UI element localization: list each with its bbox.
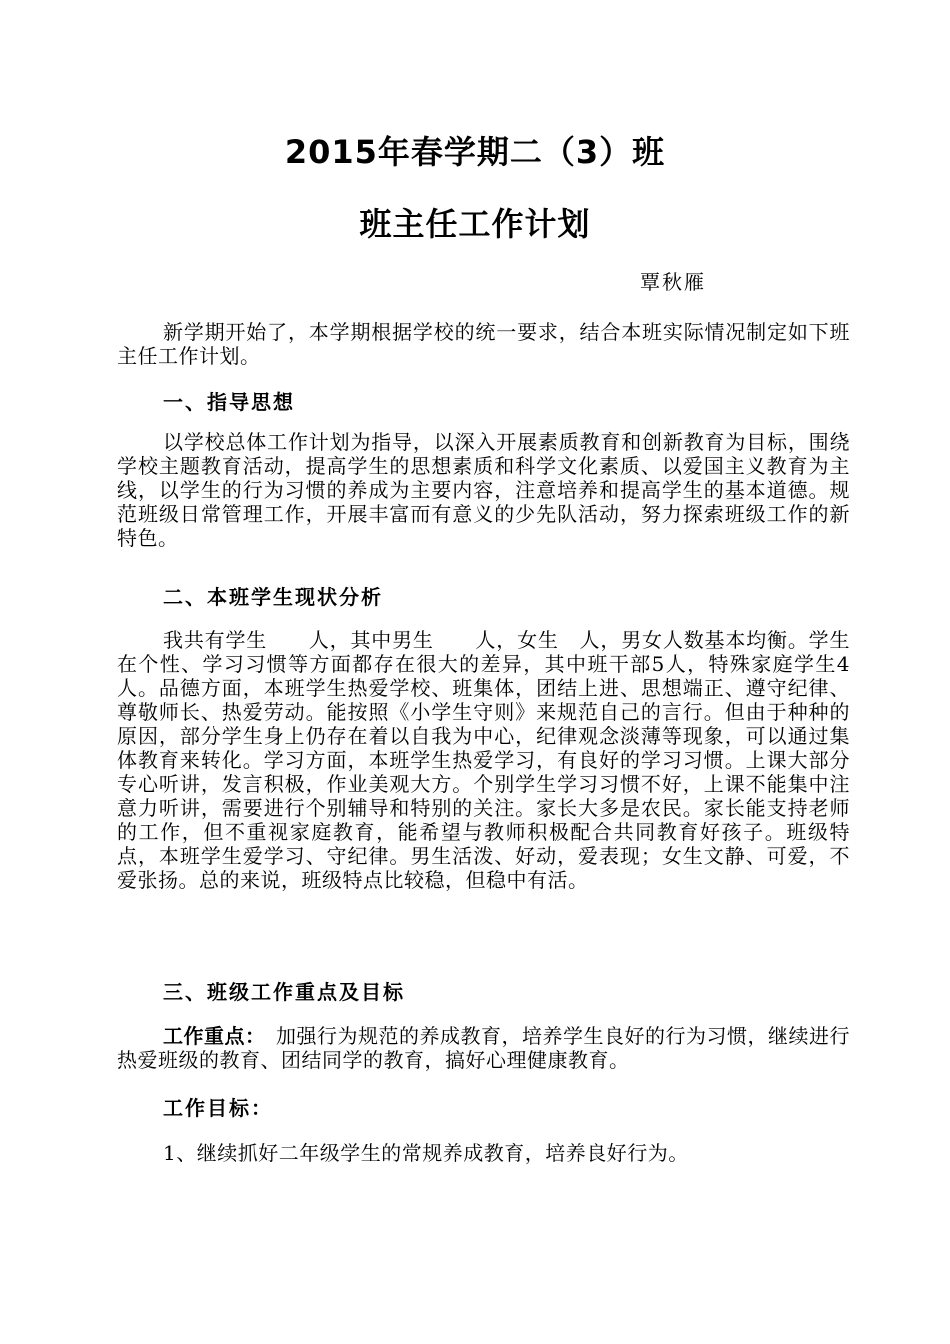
work-focus-text: 加强行为规范的养成教育，培养学生良好的行为习惯，继续进行热爱班级的教育、团结同学的教育，搞好心理健康教育。 (117, 1024, 850, 1072)
section3-heading: 三、班级工作重点及目标 (163, 980, 405, 1004)
section1-heading: 一、指导思想 (163, 390, 295, 414)
section2-paragraph: 我共有学生 人，其中男生 人，女生 人，男女人数基本均衡。学生在个性、学习习惯等方面都存在很大的差异，其中班干部5人，特殊家庭学生4人。品德方面，本班学生热爱学校、班集体，团结上进、思想端正、遵守纪律、尊敬师长、热爱劳动。能按照《小学生守则》来规范自己的言行。但由于种种的原因，部分学生身上仍存在着以自我为中心，纪律观念淡薄等现象，可以通过集体教育来转化。学习方面，本班学生热爱学习，有良好的学习习惯。上课大部分专心听讲，发言积极，作业美观大方。个别学生学习习惯不好，上课不能集中注意力听讲，需要进行个别辅导和特别的关注。家长大多是农民。家长能支持老师的工作，但不重视家庭教育，能希望与教师积极配合共同教育好孩子。班级特点，本班学生爱学习、守纪律。男生活泼、好动，爱表现；女生文静、可爱，不爱张扬。总的来说，班级特点比较稳，但稳中有活。 (117, 628, 850, 892)
document-title-line1: 2015年春学期二（3）班 (284, 133, 666, 171)
work-focus-label: 工作重点： (163, 1024, 256, 1048)
work-focus-paragraph (117, 1024, 850, 1072)
document-title-line2: 班主任工作计划 (359, 205, 591, 243)
intro-paragraph: 新学期开始了，本学期根据学校的统一要求，结合本班实际情况制定如下班主任工作计划。 (117, 320, 850, 368)
work-goal-item-1: 1、继续抓好二年级学生的常规养成教育，培养良好行为。 (163, 1141, 689, 1165)
work-goal-label: 工作目标： (163, 1096, 273, 1120)
author-name: 覃秋雁 (640, 270, 706, 294)
section2-heading: 二、本班学生现状分析 (163, 585, 383, 609)
section1-paragraph: 以学校总体工作计划为指导，以深入开展素质教育和创新教育为目标，围绕学校主题教育活动，提高学生的思想素质和科学文化素质、以爱国主义教育为主线，以学生的行为习惯的养成为主要内容，注意培养和提高学生的基本道德。规范班级日常管理工作，开展丰富而有意义的少先队活动，努力探索班级工作的新特色。 (117, 430, 850, 550)
